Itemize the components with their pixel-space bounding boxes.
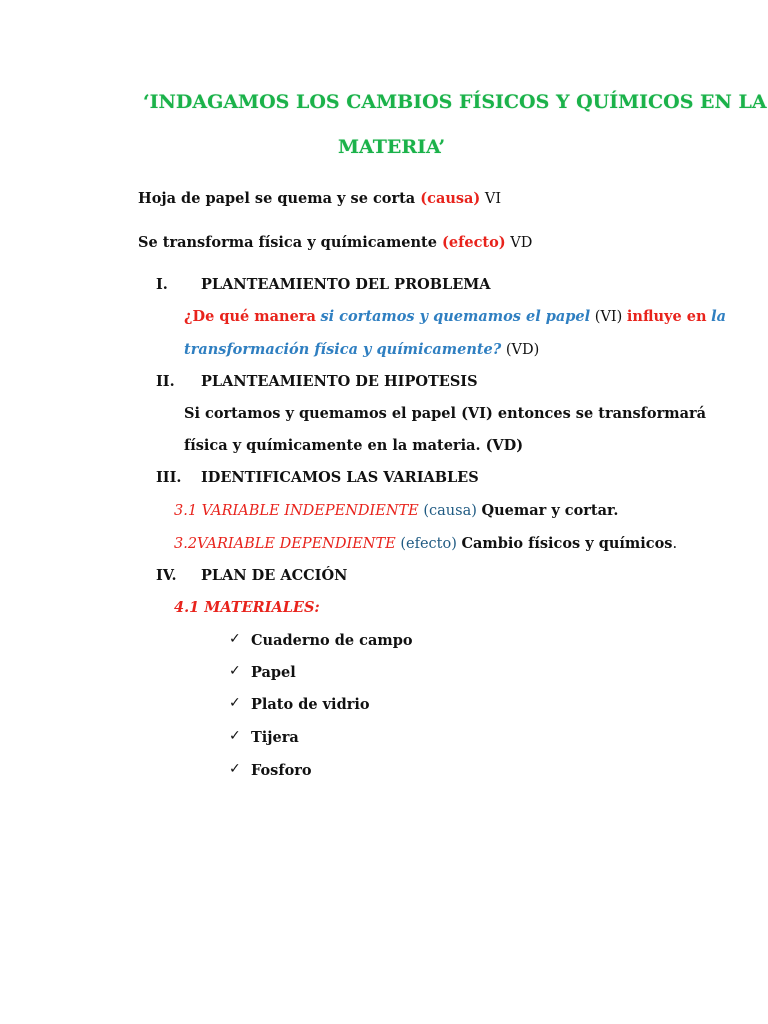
problem-q-part1: ¿De qué manera	[184, 308, 316, 325]
checkmark-icon: ✓	[229, 631, 241, 647]
var-independent-label: 3.1 VARIABLE INDEPENDIENTE	[174, 503, 419, 519]
problem-q-part2: si cortamos y quemamos el papel	[320, 308, 591, 325]
list-item: Papel	[251, 664, 296, 681]
document-title-line-1: ‘INDAGAMOS LOS CAMBIOS FÍSICOS Y QUÍMICOS EN LA	[143, 91, 767, 113]
list-item: Tijera	[251, 729, 299, 746]
list-item: Fosforo	[251, 762, 312, 779]
intro-effect-text: Se transforma física y químicamente	[138, 234, 443, 251]
var-dependent-label: 3.2VARIABLE DEPENDIENTE	[174, 536, 396, 552]
problem-q-line2-tail: (VD)	[505, 342, 540, 358]
section-3-numeral: III.	[156, 469, 182, 486]
checkmark-icon: ✓	[229, 663, 241, 679]
intro-cause-paren: (causa)	[420, 190, 481, 207]
problem-question-line-2	[184, 341, 539, 358]
hypothesis-line-2: física y químicamente en la materia. (VD)	[184, 437, 524, 454]
list-item: Plato de vidrio	[251, 696, 370, 713]
section-1-heading: PLANTEAMIENTO DEL PROBLEMA	[201, 276, 491, 293]
hypothesis-line-1: Si cortamos y quemamos el papel (VI) entonces se transformará	[184, 405, 707, 422]
intro-effect-paren: (efecto)	[442, 234, 506, 251]
var-independent-paren: (causa)	[423, 503, 477, 519]
intro-effect-suffix: VD	[505, 235, 533, 251]
var-dependent-paren: (efecto)	[400, 536, 457, 552]
document-title-line-2: MATERIA’	[338, 136, 446, 158]
section-4-heading: PLAN DE ACCIÓN	[201, 567, 348, 584]
checkmark-icon: ✓	[229, 695, 241, 711]
checkmark-icon: ✓	[229, 761, 241, 777]
section-1-numeral: I.	[156, 276, 168, 293]
variable-dependent-line	[174, 535, 677, 552]
problem-question-line-1	[184, 308, 726, 325]
variable-independent-line	[174, 502, 618, 519]
section-2-heading: PLANTEAMIENTO DE HIPOTESIS	[201, 373, 478, 390]
section-4-numeral: IV.	[156, 567, 177, 584]
checkmark-icon: ✓	[229, 728, 241, 744]
problem-q-line2: transformación física y químicamente?	[184, 341, 502, 358]
var-dependent-value: Cambio físicos y químicos	[461, 535, 673, 552]
problem-q-part3: (VI)	[594, 309, 623, 325]
intro-cause-suffix: VI	[480, 191, 502, 207]
materials-sublabel: 4.1 MATERIALES:	[174, 599, 320, 616]
intro-cause-text: Hoja de papel se quema y se corta	[138, 190, 421, 207]
intro-line-cause	[138, 190, 501, 207]
list-item: Cuaderno de campo	[251, 632, 413, 649]
intro-line-effect	[138, 234, 532, 251]
var-dependent-period: .	[672, 536, 678, 552]
problem-q-part5: la	[711, 308, 727, 325]
section-2-numeral: II.	[156, 373, 175, 390]
var-independent-value: Quemar y cortar.	[481, 502, 619, 519]
problem-q-part4: influye en	[626, 308, 707, 325]
section-3-heading: IDENTIFICAMOS LAS VARIABLES	[201, 469, 479, 486]
